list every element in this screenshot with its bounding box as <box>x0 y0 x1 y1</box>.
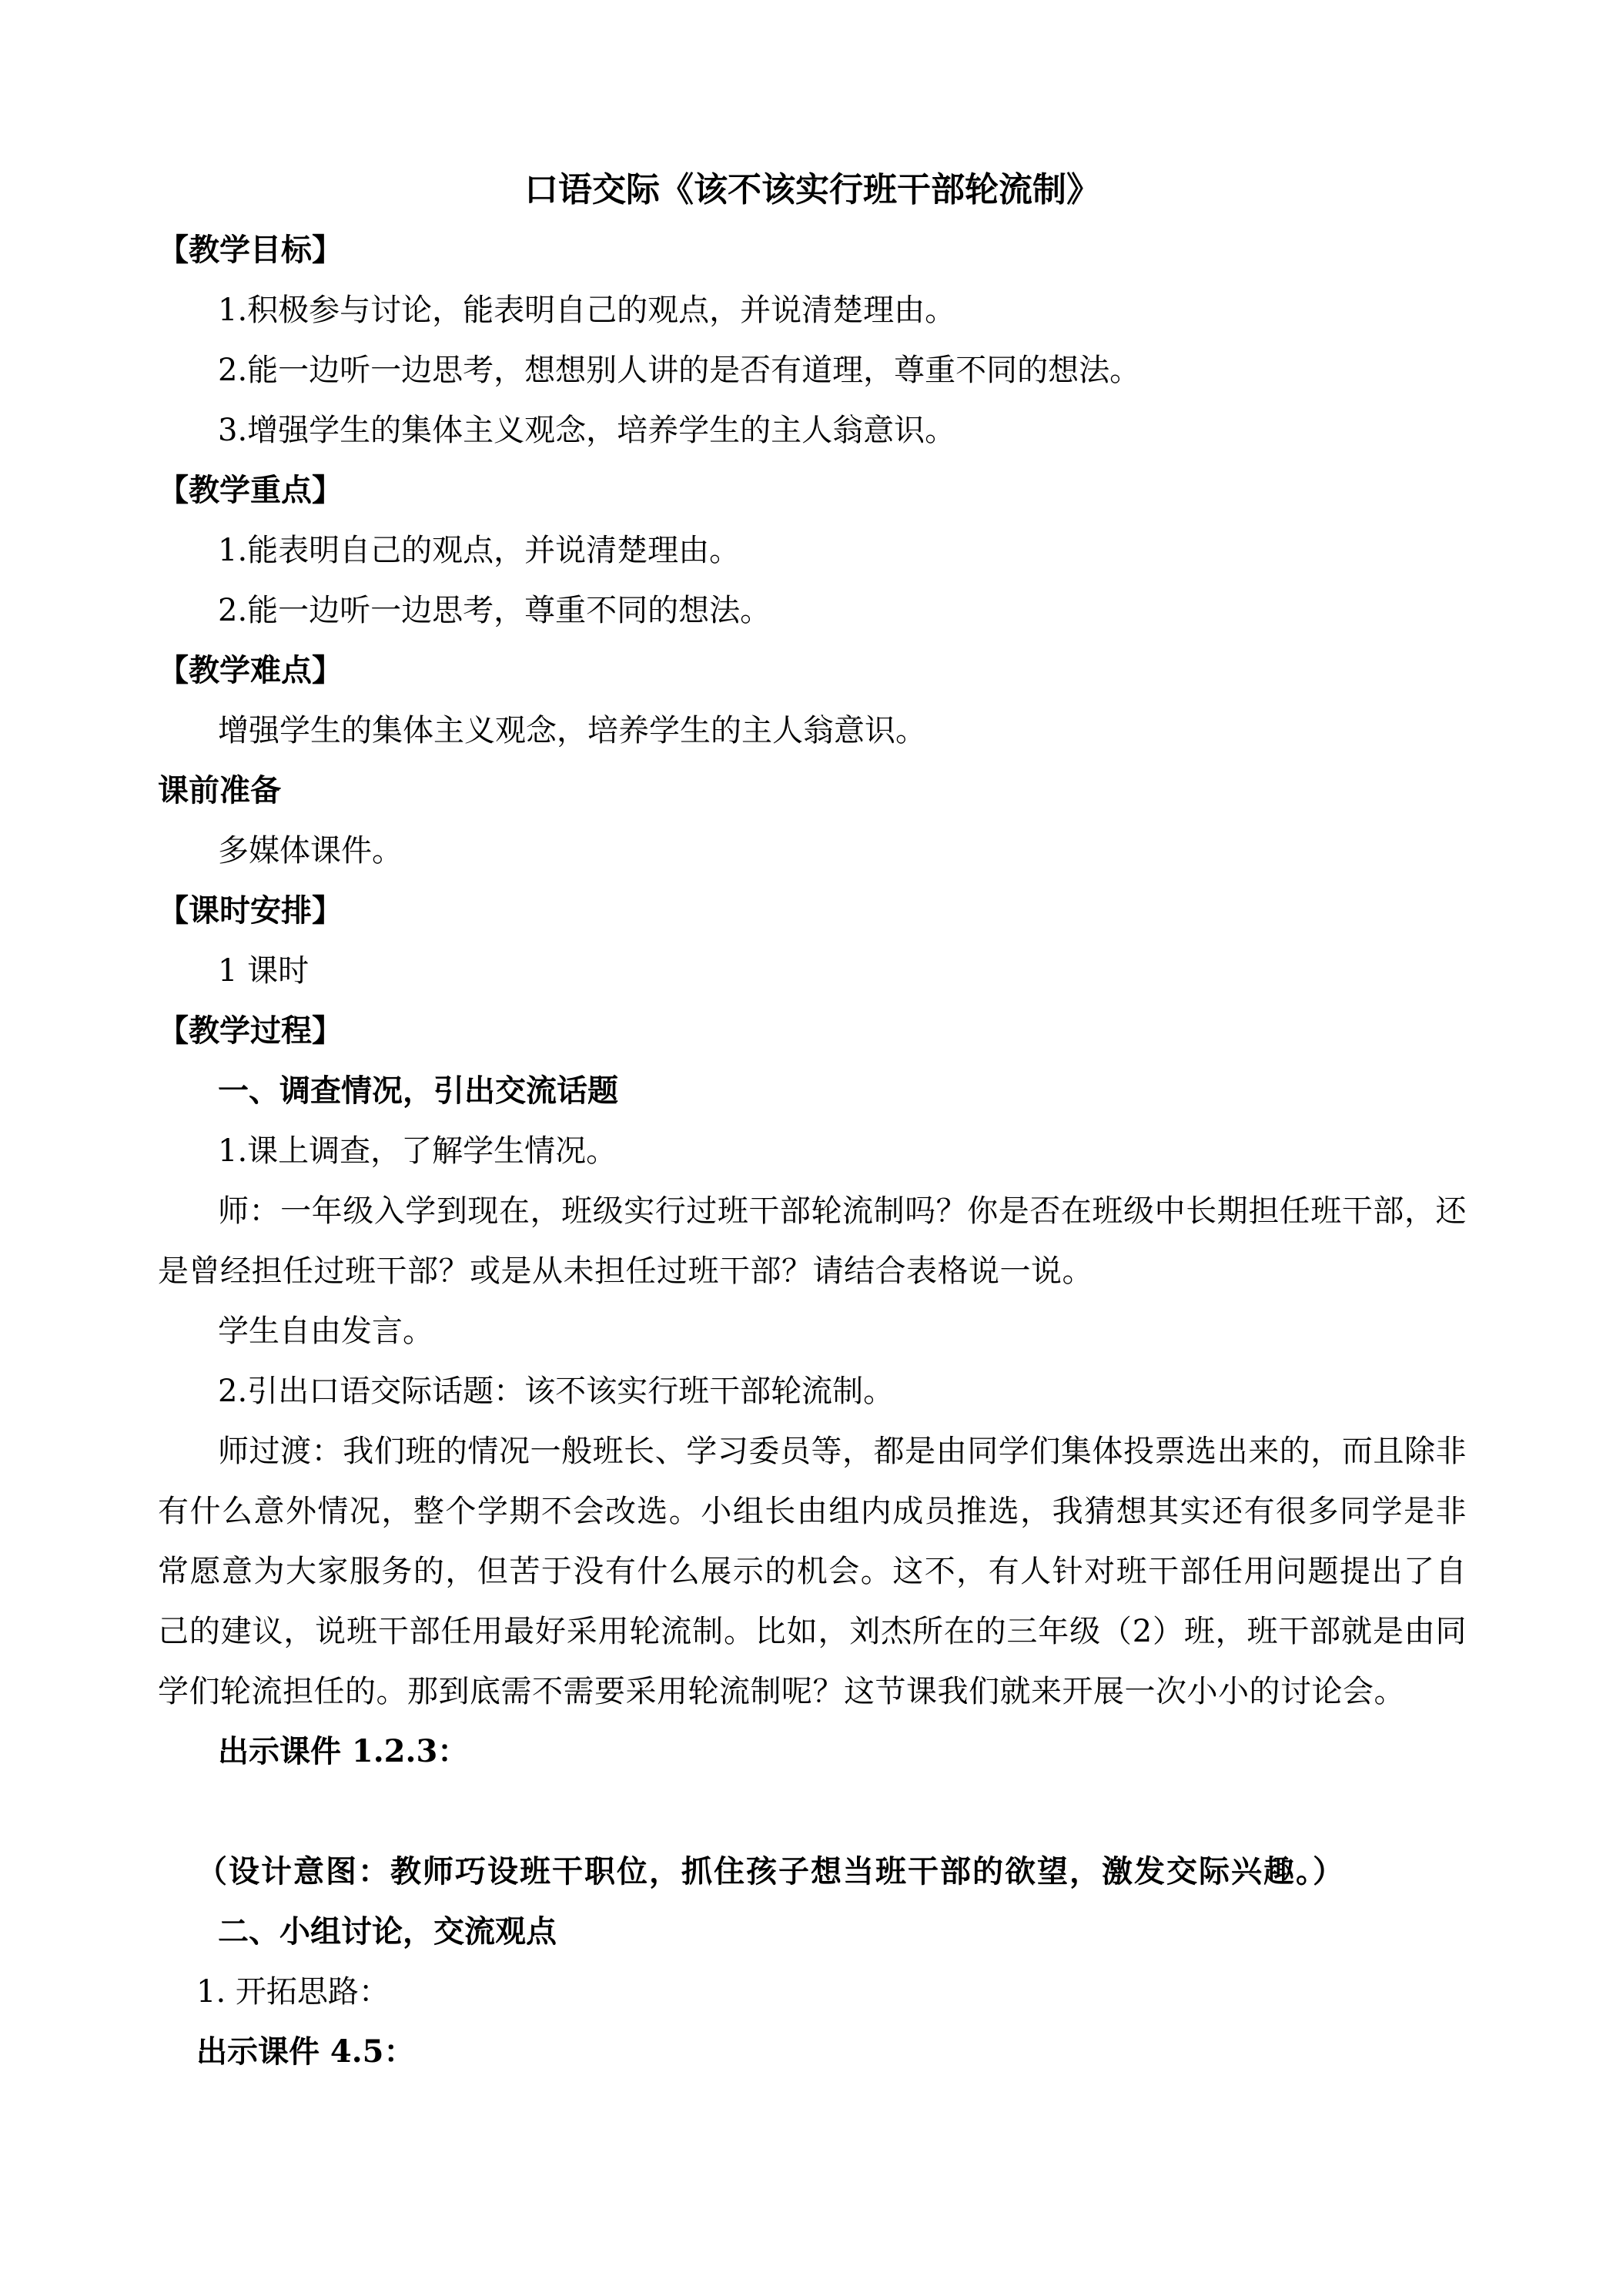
process-heading: 【教学过程】 <box>158 1012 343 1049</box>
objective-item: 2.能一边听一边思考，想想别人讲的是否有道理，尊重不同的想法。 <box>218 353 1141 388</box>
key-point-item: 1.能表明自己的观点，并说清楚理由。 <box>218 533 741 568</box>
key-points-heading: 【教学重点】 <box>158 472 343 508</box>
key-point-item: 2.能一边听一边思考，尊重不同的想法。 <box>218 593 771 628</box>
design-intent: （设计意图：教师巧设班干职位，抓住孩子想当班干部的欲望，激发交际兴趣。） <box>196 1853 1345 1889</box>
teacher-question: 师：一年级入学到现在，班级实行过班干部轮流制吗？你是否在班级中长期担任班干部，还是曾经担任过班干部？或是从未担任过班干部？请结合表格说一说。 <box>158 1193 1467 1289</box>
students-speak: 学生自由发言。 <box>218 1314 433 1349</box>
objective-item: 1.积极参与讨论，能表明自己的观点，并说清楚理由。 <box>218 293 956 328</box>
objective-item: 3.增强学生的集体主义观念，培养学生的主人翁意识。 <box>218 413 956 448</box>
part2-step1: 1. 开拓思路： <box>196 1974 390 2010</box>
transition-paragraph: 师过渡：我们班的情况一般班长、学习委员等，都是由同学们集体投票选出来的，而且除非有什么意外情况，整个学期不会改选。小组长由组内成员推选，我猜想其实还有很多同学是非常愿意为大家服务的，但苦于没有什么展示的机会。这不，有人针对班干部任用问题提出了自己的建议，说班干部任用最好采用轮流制。比如，刘杰所在的三年级（2）班，班干部就是由同学们轮流担任的。那到底需不需要采用轮流制呢？这节课我们就来开展一次小小的讨论会。 <box>158 1434 1467 1709</box>
preparation-item: 多媒体课件。 <box>218 833 403 869</box>
courseware-2: 出示课件 4.5： <box>196 2033 415 2070</box>
document-title: 口语交际《该不该实行班干部轮流制》 <box>524 170 1100 209</box>
document-body <box>158 160 1467 2082</box>
preparation-heading: 课前准备 <box>158 772 281 808</box>
objectives-heading: 【教学目标】 <box>158 232 343 268</box>
part1-heading: 一、调查情况，引出交流话题 <box>218 1073 618 1109</box>
step2-text: 2.引出口语交际话题：该不该实行班干部轮流制。 <box>218 1374 895 1409</box>
step1-text: 1.课上调查，了解学生情况。 <box>218 1133 617 1169</box>
difficulty-item: 增强学生的集体主义观念，培养学生的主人翁意识。 <box>218 713 926 748</box>
courseware-1-placeholder <box>158 1782 1467 1842</box>
courseware-1: 出示课件 1.2.3： <box>218 1733 469 1769</box>
schedule-heading: 【课时安排】 <box>158 892 343 929</box>
difficulties-heading: 【教学难点】 <box>158 652 343 688</box>
schedule-item: 1 课时 <box>218 953 310 989</box>
part2-heading: 二、小组讨论，交流观点 <box>218 1913 557 1950</box>
